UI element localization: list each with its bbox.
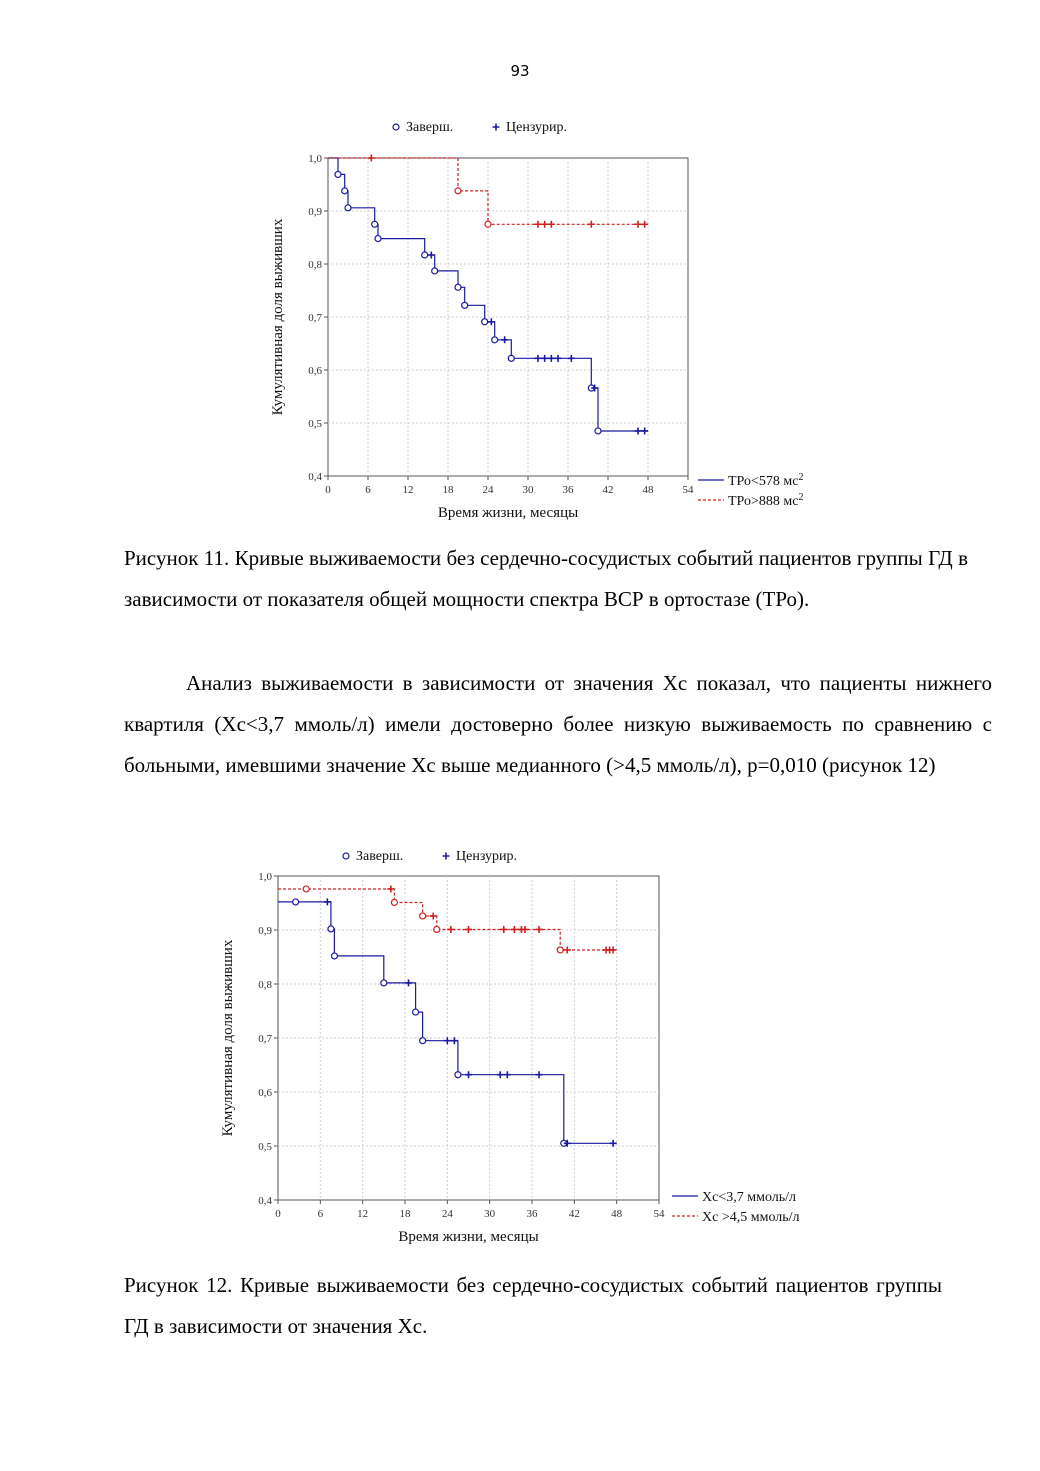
event-marker [482, 319, 488, 325]
x-tick-label: 30 [522, 484, 534, 496]
y-tick-label: 0,4 [308, 471, 322, 483]
x-tick-label: 48 [642, 484, 654, 496]
x-axis-title: Время жизни, месяцы [437, 505, 579, 521]
event-marker [432, 268, 438, 274]
y-tick-label: 1,0 [258, 871, 272, 883]
y-tick-label: 0,7 [308, 312, 322, 324]
x-tick-label: 18 [399, 1208, 411, 1220]
page-number: 93 [510, 62, 530, 80]
figure-12-caption: Рисунок 12. Кривые выживаемости без сердечно-сосудистых событий пациентов группы ГД в зависимости от значения Хс. [124, 1273, 942, 1338]
event-marker [455, 1072, 461, 1078]
event-marker [413, 1009, 419, 1015]
survival-chart-tpo [258, 112, 838, 524]
figure-11-caption: Рисунок 11. Кривые выживаемости без сердечно-сосудистых событий пациентов группы ГД в зависимости от показателя общей мощности спектра ВСР в ортостазе (ТРо). [124, 546, 968, 611]
y-axis-title: Кумулятивная доля выживших [220, 939, 236, 1137]
x-tick-label: 24 [441, 1208, 453, 1220]
event-marker [391, 899, 397, 905]
event-marker [345, 205, 351, 211]
x-axis-title: Время жизни, месяцы [398, 1229, 539, 1245]
y-axis-title: Кумулятивная доля выживших [270, 218, 286, 416]
x-tick-label: 0 [325, 484, 331, 496]
y-tick-label: 0,8 [258, 979, 272, 991]
x-tick-label: 12 [402, 484, 414, 496]
legend-censored-marker [493, 124, 500, 131]
y-tick-label: 0,5 [258, 1141, 272, 1153]
y-tick-label: 0,6 [258, 1087, 272, 1099]
event-marker [462, 302, 468, 308]
legend-completed-marker [393, 124, 399, 130]
legend-marker-label: Цензурир. [456, 849, 518, 864]
y-tick-label: 0,4 [258, 1195, 272, 1207]
legend-marker-label: Заверш. [356, 849, 404, 864]
event-marker [420, 913, 426, 919]
event-marker [557, 947, 563, 953]
series-legend-label: Хс >4,5 ммоль/л [702, 1210, 800, 1225]
event-marker [455, 284, 461, 290]
event-marker [595, 428, 601, 434]
x-tick-label: 42 [602, 484, 614, 496]
y-tick-label: 0,8 [308, 259, 322, 271]
event-marker [485, 221, 491, 227]
x-tick-label: 42 [568, 1208, 580, 1220]
event-marker [455, 188, 461, 194]
legend-marker-label: Заверш. [406, 120, 454, 135]
x-tick-label: 54 [653, 1208, 665, 1220]
event-marker [303, 886, 309, 892]
event-marker [331, 953, 337, 959]
x-tick-label: 54 [682, 484, 694, 496]
y-tick-label: 0,9 [308, 206, 322, 218]
y-tick-label: 0,6 [308, 365, 322, 377]
event-marker [422, 252, 428, 258]
y-tick-label: 0,9 [258, 925, 272, 937]
x-tick-label: 48 [611, 1208, 623, 1220]
x-tick-label: 18 [442, 484, 454, 496]
y-tick-label: 0,5 [308, 418, 322, 430]
x-tick-label: 6 [317, 1208, 324, 1220]
event-marker [328, 926, 334, 932]
event-marker [420, 1038, 426, 1044]
event-marker [335, 171, 341, 177]
x-tick-label: 30 [484, 1208, 496, 1220]
x-tick-label: 24 [482, 484, 494, 496]
x-tick-label: 0 [275, 1208, 281, 1220]
series-legend-label: ТРо>888 $мс^2$ [728, 491, 804, 509]
event-marker [434, 926, 440, 932]
survival-chart-cholesterol [212, 840, 852, 1252]
legend-completed-marker [343, 853, 349, 859]
series-legend-label: Хс<3,7 ммоль/л [702, 1190, 797, 1205]
series-legend-label: ТРо<578 $мс^2$ [728, 471, 804, 489]
event-marker [293, 899, 299, 905]
event-marker [492, 337, 498, 343]
x-tick-label: 36 [562, 484, 574, 496]
event-marker [375, 236, 381, 242]
y-tick-label: 0,7 [258, 1033, 272, 1045]
x-tick-label: 36 [526, 1208, 538, 1220]
x-tick-label: 6 [365, 484, 371, 496]
event-marker [342, 188, 348, 194]
event-marker [381, 980, 387, 986]
legend-marker-label: Цензурир. [506, 120, 568, 135]
body-paragraph: Анализ выживаемости в зависимости от значения Хс показал, что пациенты нижнего квартиля (Хс<3,7 ммоль/л) имели достоверно более низкую выживаемость по сравнению с больными, имевшими значение Хс выше медианного (>4,5 ммоль/л), p=0,010 (рисунок 12) [124, 671, 992, 777]
event-marker [508, 355, 514, 361]
legend-censored-marker [443, 853, 450, 860]
y-tick-label: 1,0 [308, 153, 322, 165]
event-marker [372, 221, 378, 227]
x-tick-label: 12 [357, 1208, 369, 1220]
